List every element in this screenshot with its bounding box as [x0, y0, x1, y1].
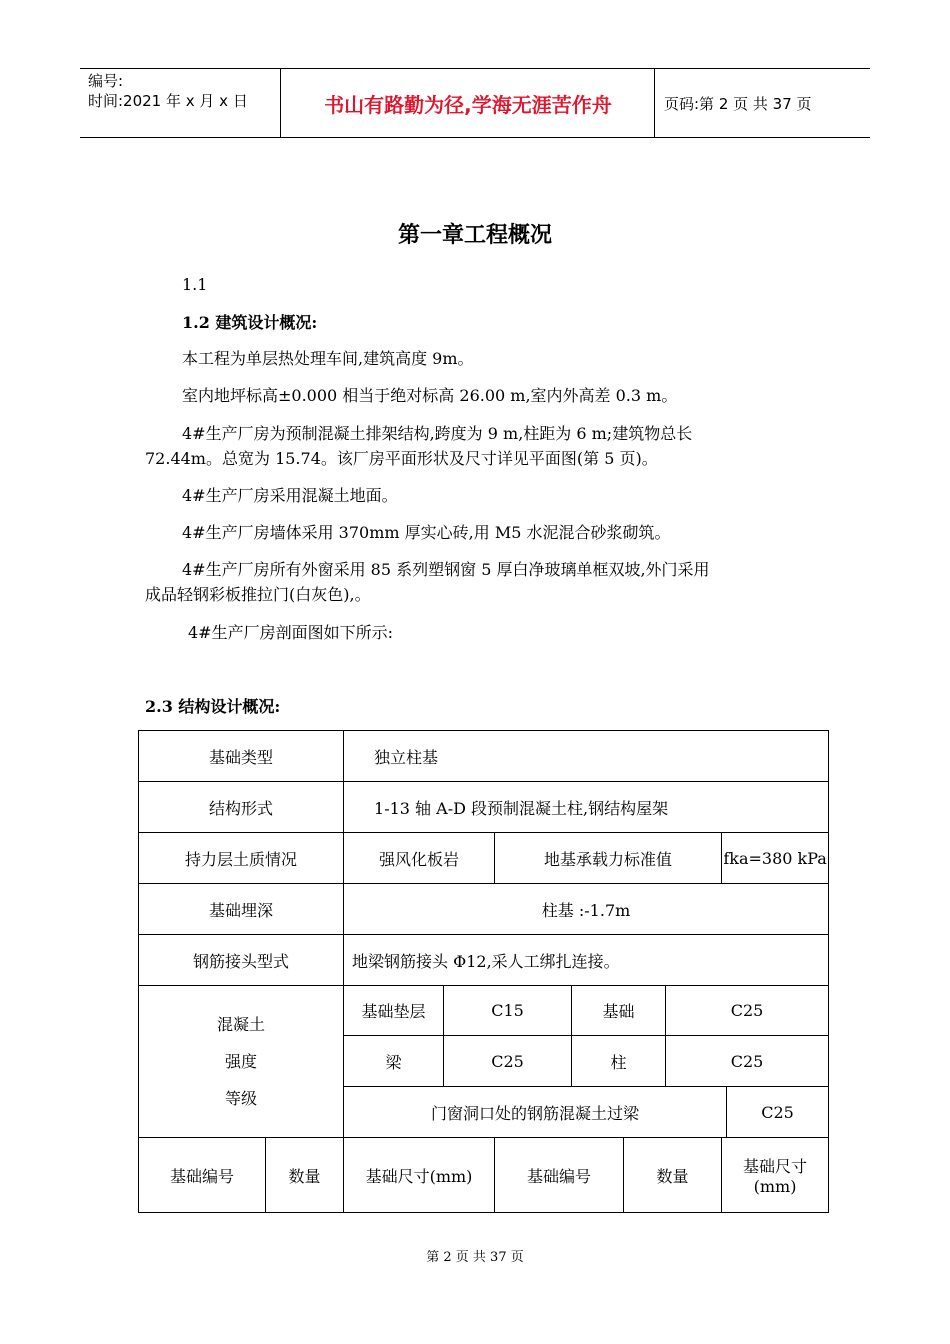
- paragraph: 4#生产厂房剖面图如下所示:: [188, 623, 393, 642]
- page-footer: 第 2 页 共 37 页: [426, 1250, 524, 1265]
- paragraph: 4#生产厂房所有外窗采用 85 系列塑钢窗 5 厚白净玻璃单框双坡,外门采用: [182, 560, 710, 579]
- paragraph: 室内地坪标高±0.000 相当于绝对标高 26.00 m,室内外高差 0.3 m。: [182, 386, 678, 405]
- table-cell: 独立柱基: [344, 731, 829, 782]
- table-cell: 持力层土质情况: [139, 833, 344, 884]
- chapter-title: 第一章工程概况: [397, 223, 552, 248]
- table-cell: C25: [666, 986, 829, 1036]
- table-row: [139, 986, 829, 1036]
- paragraph: 4#生产厂房采用混凝土地面。: [182, 486, 398, 505]
- header-meta: [88, 71, 248, 111]
- concrete-label-line: 等级: [225, 1089, 258, 1108]
- table-row: [139, 782, 829, 833]
- table-header-cell: 数量: [266, 1138, 344, 1213]
- section-heading: 1.2 建筑设计概况:: [182, 313, 318, 332]
- section-heading: 1.1: [182, 275, 208, 294]
- table-row: [139, 731, 829, 782]
- paragraph: 72.44m。总宽为 15.74。该厂房平面形状及尺寸详见平面图(第 5 页)。: [145, 449, 658, 468]
- table-cell: 梁: [344, 1036, 444, 1087]
- header-motto: 书山有路勤为径,学海无涯苦作舟: [324, 92, 612, 117]
- table-cell: 地梁钢筋接头 Φ12,采人工绑扎连接。: [344, 935, 829, 986]
- header-divider: [654, 69, 655, 137]
- header-divider: [280, 69, 281, 137]
- table-cell: C25: [666, 1036, 829, 1087]
- table-row: [139, 884, 829, 935]
- table-cell: 结构形式: [139, 782, 344, 833]
- table-header-cell: 基础尺寸(mm): [344, 1138, 495, 1213]
- table-row: [139, 833, 829, 884]
- table-cell: 1-13 轴 A-D 段预制混凝土柱,钢结构屋架: [344, 782, 829, 833]
- table-cell: 地基承载力标准值: [495, 833, 722, 884]
- concrete-label-line: 混凝土: [217, 1015, 266, 1034]
- table-cell: 门窗洞口处的钢筋混凝土过梁: [344, 1087, 727, 1138]
- time-label: 时间:2021 年 x 月 x 日: [88, 92, 248, 110]
- table-row: [139, 935, 829, 986]
- number-label: 编号:: [88, 72, 124, 90]
- paragraph: 4#生产厂房为预制混凝土排架结构,跨度为 9 m,柱距为 6 m;建筑物总长: [182, 424, 693, 443]
- table-cell: 强风化板岩: [344, 833, 495, 884]
- table-header-cell: 基础尺寸(mm): [722, 1138, 829, 1213]
- paragraph: 4#生产厂房墙体采用 370mm 厚实心砖,用 M5 水泥混合砂浆砌筑。: [182, 523, 671, 542]
- table-cell: fka=380 kPa: [722, 833, 829, 884]
- section-heading: 2.3 结构设计概况:: [145, 697, 281, 716]
- table-cell: C25: [444, 1036, 572, 1087]
- paragraph: 成品轻钢彩板推拉门(白灰色),。: [145, 585, 371, 604]
- concrete-grade-label: [139, 986, 344, 1138]
- page-header: [80, 68, 870, 138]
- table-cell: 基础: [572, 986, 666, 1036]
- table-header-cell: 基础编号: [495, 1138, 624, 1213]
- table-cell: 基础类型: [139, 731, 344, 782]
- table-cell: 钢筋接头型式: [139, 935, 344, 986]
- table-row: [139, 1138, 829, 1213]
- table-cell: 基础垫层: [344, 986, 444, 1036]
- table-cell: 基础埋深: [139, 884, 344, 935]
- concrete-label-line: 强度: [225, 1052, 258, 1071]
- header-page-label: 页码:第 2 页 共 37 页: [664, 94, 812, 113]
- table-cell: 柱: [572, 1036, 666, 1087]
- table-cell: C15: [444, 986, 572, 1036]
- table-header-cell: 数量: [624, 1138, 722, 1213]
- paragraph: 本工程为单层热处理车间,建筑高度 9m。: [182, 349, 474, 368]
- structure-table: [138, 730, 829, 1213]
- table-cell: 柱基 :-1.7m: [344, 884, 829, 935]
- table-header-cell: 基础编号: [139, 1138, 266, 1213]
- table-cell: C25: [727, 1087, 829, 1138]
